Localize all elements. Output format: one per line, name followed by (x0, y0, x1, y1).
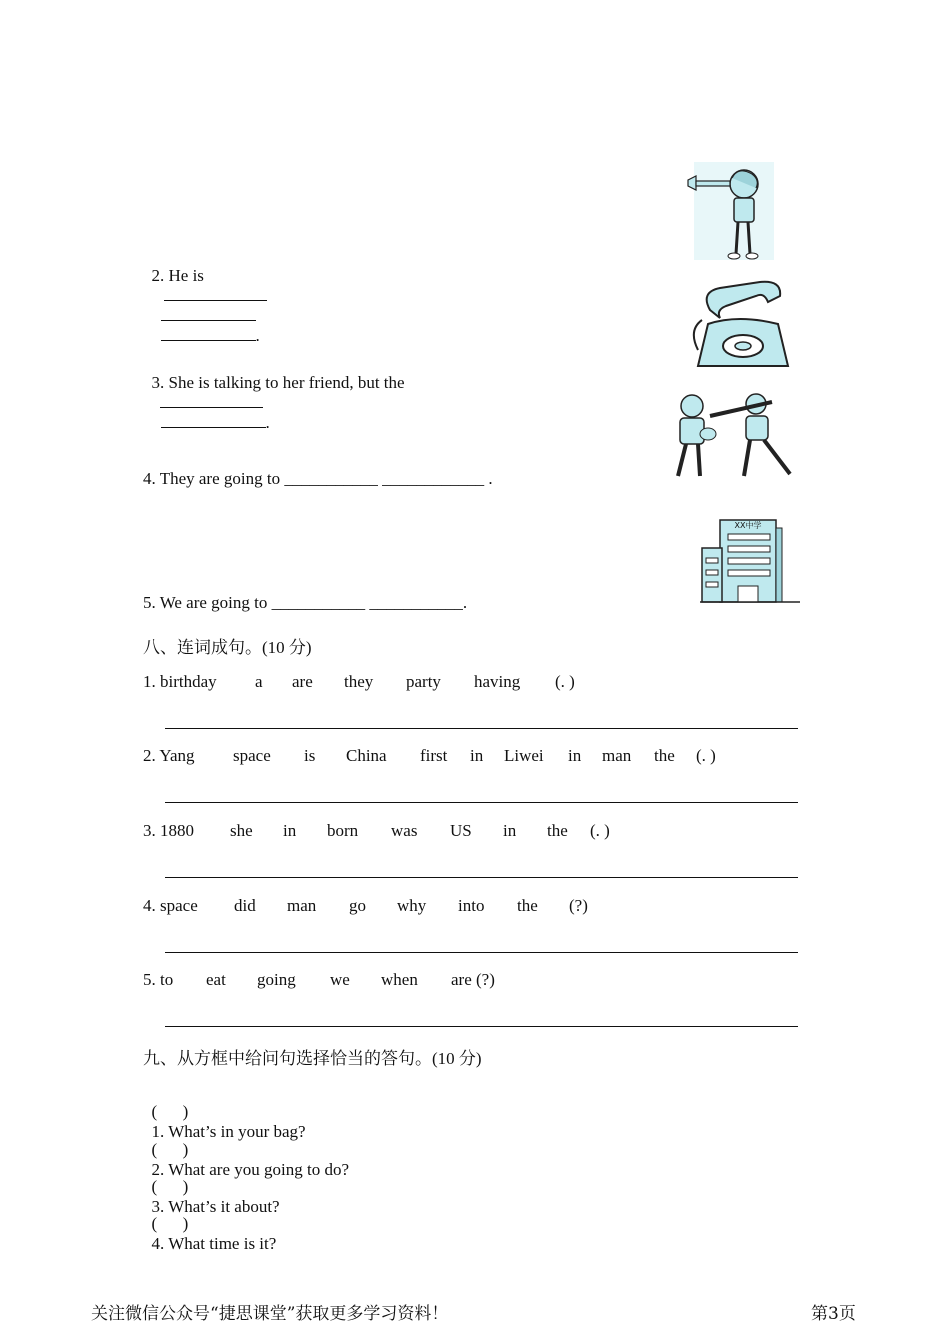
item-2-text: 2. He is (151, 266, 204, 285)
scrambled-word: in (283, 821, 297, 840)
scrambled-word: man (287, 896, 317, 915)
answer-blank[interactable] (161, 306, 256, 321)
page-number: 第3页 (811, 1304, 856, 1324)
answer-paren[interactable]: ( ) (151, 1140, 189, 1159)
question-text: 3. What’s it about? (151, 1197, 280, 1216)
answer-line[interactable] (165, 877, 798, 878)
section-9-title: 九、从方框中给问句选择恰当的答句。(10 分) (143, 1049, 482, 1068)
scrambled-word: (. ) (555, 672, 575, 691)
scrambled-word: the (547, 821, 568, 840)
answer-line[interactable] (165, 728, 798, 729)
question-text: 4. What time is it? (151, 1234, 277, 1253)
scrambled-word: is (304, 746, 316, 765)
scrambled-word: Liwei (504, 746, 544, 765)
scrambled-word: the (654, 746, 675, 765)
scrambled-word: 3. 1880 (143, 821, 194, 840)
scrambled-word: are (?) (451, 970, 495, 989)
trumpet-boy-icon (686, 160, 776, 264)
scrambled-word: (. ) (590, 821, 610, 840)
item-3-text: 3. She is talking to her friend, but the (151, 373, 405, 392)
scrambled-word: did (234, 896, 256, 915)
school-sign: XX中学 (734, 521, 762, 530)
scrambled-word: China (346, 746, 387, 765)
scrambled-word: man (602, 746, 632, 765)
scrambled-word: going (257, 970, 296, 989)
fill-in-item-4: 4. They are going to ___________ ____________ . (143, 469, 493, 488)
scrambled-word: they (344, 672, 374, 691)
answer-paren[interactable]: ( ) (151, 1102, 189, 1121)
scrambled-word: US (450, 821, 472, 840)
scrambled-word: in (503, 821, 517, 840)
scrambled-word: why (397, 896, 427, 915)
answer-line[interactable] (165, 952, 798, 953)
footer-note: 关注微信公众号“捷思课堂”获取更多学习资料！ (91, 1304, 449, 1324)
scrambled-word: (?) (569, 896, 588, 915)
scrambled-word: first (420, 746, 448, 765)
scrambled-word: space (233, 746, 271, 765)
scrambled-word: are (292, 672, 313, 691)
scrambled-word: into (458, 896, 485, 915)
scrambled-word: go (349, 896, 366, 915)
scrambled-word: having (474, 672, 521, 691)
scrambled-word: she (230, 821, 253, 840)
scrambled-word: (. ) (696, 746, 716, 765)
question-text: 1. What’s in your bag? (151, 1122, 306, 1141)
fill-in-item-5: 5. We are going to ___________ ___________. (143, 593, 468, 612)
answer-blank[interactable] (161, 326, 256, 341)
telephone-icon (690, 280, 796, 372)
scrambled-word: a (255, 672, 263, 691)
scrambled-word: we (330, 970, 350, 989)
scrambled-word: when (381, 970, 418, 989)
scrambled-word: the (517, 896, 538, 915)
baseball-players-icon (660, 390, 800, 486)
item-3-period: . (265, 413, 270, 432)
scrambled-word: party (406, 672, 441, 691)
scrambled-word: 4. space (143, 896, 198, 915)
fill-in-item-3 (143, 353, 405, 433)
scrambled-word: was (391, 821, 418, 840)
school-building-icon (700, 518, 800, 606)
answer-line[interactable] (165, 1026, 798, 1027)
scrambled-word: born (327, 821, 359, 840)
scrambled-word: 1. birthday (143, 672, 217, 691)
scrambled-word: 5. to (143, 970, 174, 989)
question-item-4 (143, 1194, 276, 1254)
section-8-title: 八、连词成句。(10 分) (143, 638, 312, 657)
question-text: 2. What are you going to do? (151, 1160, 350, 1179)
item-2-period: . (255, 326, 260, 345)
scrambled-word: in (568, 746, 582, 765)
scrambled-word: eat (206, 970, 226, 989)
answer-paren[interactable]: ( ) (151, 1177, 189, 1196)
answer-blank[interactable] (164, 286, 267, 301)
answer-line[interactable] (165, 802, 798, 803)
answer-paren[interactable]: ( ) (151, 1214, 189, 1233)
answer-blank[interactable] (160, 393, 263, 408)
scrambled-word: in (470, 746, 484, 765)
fill-in-item-2 (143, 246, 267, 346)
scrambled-word: 2. Yang (143, 746, 195, 765)
answer-blank[interactable] (161, 413, 266, 428)
